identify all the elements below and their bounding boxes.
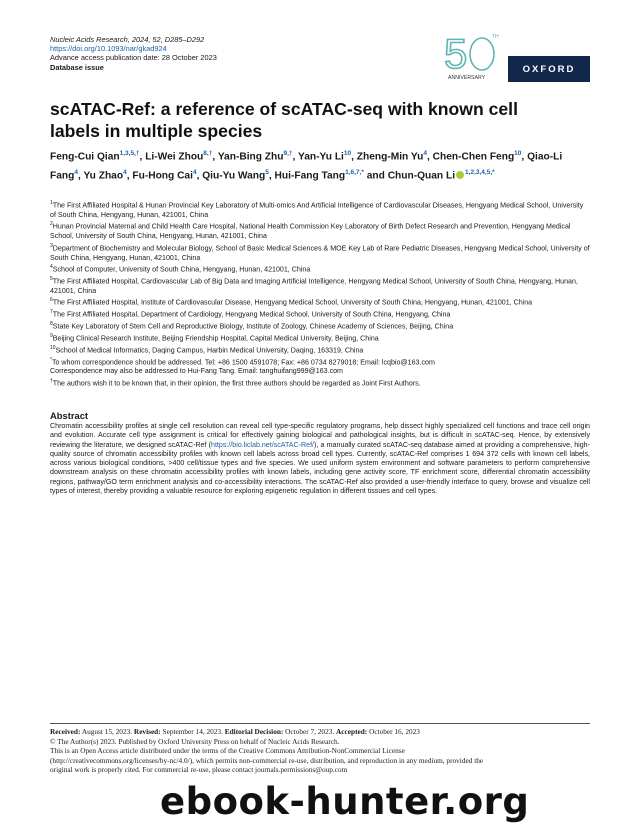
publication-footer	[50, 727, 590, 775]
author-affiliation-marks: 4	[74, 169, 78, 177]
affiliation-text: The First Affiliated Hospital, Department of Cardiology, Hengyang Medical School, University of South China, Hengyang, China	[52, 310, 451, 319]
author-name[interactable]: Chen-Chen Feng	[432, 151, 515, 163]
affiliation-item	[50, 308, 590, 320]
affiliation-list	[50, 199, 590, 356]
affiliation-item	[50, 332, 590, 344]
anniversary-50-logo	[442, 30, 504, 82]
logo-digit-five: 5	[444, 30, 468, 77]
received-label: Received:	[50, 727, 81, 736]
affiliation-text: State Key Laboratory of Stem Cell and Reproductive Biology, Institute of Zoology, Chinese Academy of Sciences, Beijing, China	[52, 322, 454, 331]
received-date: August 15, 2023.	[81, 727, 133, 736]
affiliation-number: 6	[50, 297, 53, 304]
affiliation-text: Department of Biochemistry and Molecular Biology, School of Basic Medical Sciences & MOE Key Lab of Rare Pediatric Diseases, Hengyang Medical School, University of South China, Hengyang, Hunan, 421001, China	[50, 244, 590, 262]
affiliation-number: 9	[50, 332, 53, 339]
affiliation-item	[50, 199, 590, 220]
affiliation-item	[50, 275, 590, 296]
affiliation-item	[50, 344, 590, 356]
revised-label: Revised:	[133, 727, 161, 736]
affiliation-text: The First Affiliated Hospital, Cardiovascular Lab of Big Data and Imaging Artificial Intelligence, Hengyang Medical School, University of South China, Hengyang, Hunan, 421001, China	[50, 277, 578, 295]
abstract-text-2: ), a manually curated scATAC-seq database aimed at providing a comprehensive, high-quality source of chromatin accessibility profiles with known cell labels across broad cell types. Currently, scATAC-Ref comprises 1 694 372 cells with known cell labels, across various biological conditions, >400 cell/tissue types and five species. We used uniform system environment and software parameters to perform comprehensive downstream analysis on these chromatin accessibility profiles with known labels, including gene activity score, TF enrichment score, differential chromatin accessibility regions, pathway/GO term enrichment analysis and co-accessibility interactions. The scATAC-Ref also provided a user-friendly interface to query, browse and visualize cell types of interest, thereby providing a valuable resource for exploring epigenetic regulation in different tissues and cell types.	[50, 440, 590, 496]
author-name[interactable]: Zheng-Min Yu	[356, 151, 424, 163]
oxford-logo: OXFORD	[508, 56, 590, 82]
affiliation-number: 3	[50, 242, 53, 249]
also-addressed-note: Correspondence may also be addressed to Hui-Fang Tang. Email: tanghuifang999@163.com	[50, 367, 343, 376]
affiliation-item	[50, 220, 590, 241]
license-line-3: original work is properly cited. For commercial re-use, please contact journals.permissions@oup.com	[50, 765, 348, 774]
author-affiliation-marks: 4	[192, 169, 197, 177]
author-affiliation-marks: 9,†	[283, 150, 293, 157]
affiliation-item	[50, 242, 590, 263]
affiliation-number: 10	[50, 344, 56, 351]
author-affiliation-marks: 10	[514, 150, 522, 157]
license-line-1: This is an Open Access article distributed under the terms of the Creative Commons Attribution-NonCommercial License	[50, 746, 405, 755]
paper-title: scATAC-Ref: a reference of scATAC-seq with known cell labels in multiple species	[50, 99, 518, 141]
author-conjunction: and	[366, 170, 385, 182]
affiliation-number: 7	[50, 309, 53, 316]
author-name[interactable]: Feng-Cui Qian	[50, 151, 120, 163]
revised-date: September 14, 2023.	[162, 727, 223, 736]
author-name[interactable]: Qiao-Li Fang	[50, 151, 563, 182]
dates-line	[50, 727, 590, 737]
journal-header	[50, 35, 217, 72]
affiliation-text: School of Computer, University of South China, Hengyang, Hunan, 421001, China	[52, 265, 311, 274]
correspondence-mark: *	[50, 356, 52, 363]
accepted-label: Accepted:	[336, 727, 368, 736]
author-name[interactable]: Yan-Bing Zhu	[217, 151, 284, 163]
author-affiliation-marks: 4	[423, 150, 427, 157]
journal-line: Nucleic Acids Research, 2024, 52, D285–D292	[50, 35, 205, 44]
license-line-2: (http://creativecommons.org/licenses/by-nc/4.0/), which permits non-commercial re-use, distribution, and reproduction in any medium, provided the	[50, 755, 484, 765]
author-name[interactable]: Hui-Fang Tang	[274, 170, 346, 182]
author-affiliation-marks: 1,2,3,4,5,*	[465, 169, 495, 177]
affiliation-number: 2	[50, 221, 53, 228]
author-list: Feng-Cui Qian$^{1,3,5,\dagger}$, Li-Wei Zhou$^{8,\dagger}$, Yan-Bing Zhu$^{9,\dagger}$, Yan-Yu Li$^{10}$, Zheng-Min Yu$^4$, Chen-Chen Feng$^{10}$, Qiao-Li Fang$^4$, Yu Zhao$^4$, Fu-Hong Cai$^4$, Qiu-Yu Wang$^5$, Hui-Fang Tang$^{1,6,7,*}$ and Chun-Quan Li $^{1,2,3,4,5,*}$	[50, 150, 563, 182]
decision-date: October 7, 2023.	[285, 727, 335, 736]
logo-digit-zero	[470, 38, 494, 70]
affiliation-text: Hunan Provincial Maternal and Child Health Care Hospital, National Health Commission Key Laboratory of Birth Defect Research and Prevention, Hengyang Medical School, University of South China, Hengyang, Hunan, 421001, China	[50, 222, 571, 241]
affiliation-text: Beijing Clinical Research Institute, Beijing Friendship Hospital, Capital Medical University, Beijing, China	[52, 334, 379, 343]
equal-mark: †	[50, 377, 53, 384]
accepted-date: October 16, 2023	[369, 727, 420, 736]
affiliation-text: School of Medical Informatics, Daqing Campus, Harbin Medical University, Daqing, 163319, China	[55, 346, 364, 355]
author-name[interactable]: Chun-Quan Li	[387, 170, 456, 182]
author-affiliation-marks: 1,6,7,*	[345, 169, 364, 177]
author-affiliation-marks: 10	[343, 150, 352, 157]
affiliation-number: 4	[50, 264, 53, 271]
watermark-text: ebook-hunter.org	[160, 780, 530, 823]
affiliation-text: The First Affiliated Hospital & Hunan Provincial Key Laboratory of Multi-omics And Artificial Intelligence of Cardiovascular Diseases, Hengyang Medical School, University of South China, Hengyang, Hunan, 421001, China	[50, 201, 584, 219]
doi-link[interactable]: https://doi.org/10.1093/nar/gkad924	[50, 44, 167, 54]
affiliation-number: 8	[50, 321, 53, 328]
affiliation-number: 1	[50, 200, 53, 206]
author-affiliation-marks: 8,†	[203, 150, 213, 157]
affiliation-number: 5	[50, 275, 53, 282]
affiliation-item	[50, 320, 590, 332]
author-affiliation-marks: 1,3,5,†	[119, 150, 140, 157]
advance-access-date: Advance access publication date: 28 October 2023	[50, 53, 217, 63]
orcid-icon[interactable]	[456, 171, 464, 179]
correspondence-text: To whom correspondence should be addressed. Tel: +86 1500 4591078; Fax: +86 0734 8279018; Email: lcqbio@163.com	[51, 357, 435, 366]
abstract-body	[50, 422, 590, 496]
author-affiliation-marks: 5	[265, 169, 269, 177]
affiliation-text: The First Affiliated Hospital, Institute of Cardiovascular Disease, Hengyang Medical School, University of South China, Hengyang, Hunan, 421001, China	[52, 298, 533, 307]
author-affiliation-marks: 4	[123, 169, 127, 177]
issue-label: Database issue	[50, 62, 104, 72]
equal-contribution-note	[50, 377, 590, 389]
logo-th: TH	[492, 34, 499, 40]
abstract-heading: Abstract	[50, 410, 89, 421]
author-name[interactable]: Li-Wei Zhou	[145, 151, 204, 163]
decision-label: Editorial Decision:	[224, 727, 284, 736]
equal-contribution-text: The authors wish it to be known that, in their opinion, the first three authors should be regarded as Joint First Authors.	[52, 379, 421, 388]
affiliation-item	[50, 263, 590, 275]
database-url-link[interactable]: https://bio.liclab.net/scATAC-Ref/	[211, 440, 315, 449]
abstract-text-1: Chromatin accessibility profiles at single cell resolution can reveal cell type-specific regulatory programs, help dissect highly specialized cell functions and trace cell origin and evolution. Accurate cell type assignment is critical for effectively gaining biological and pathological insights, but is difficult in scATAC-seq. Hence, by extensively reviewing the literature, we designed scATAC-Ref (	[50, 422, 590, 449]
author-name[interactable]: Yu Zhao	[83, 170, 124, 182]
footer-divider	[50, 723, 590, 724]
author-name[interactable]: Yan-Yu Li	[298, 151, 344, 163]
affiliation-item	[50, 296, 590, 308]
copyright-line: © The Author(s) 2023. Published by Oxford University Press on behalf of Nucleic Acids Research.	[50, 736, 340, 746]
correspondence-note	[50, 356, 590, 368]
logo-anniversary: ANNIVERSARY	[448, 75, 486, 81]
author-name[interactable]: Fu-Hong Cai	[132, 170, 193, 182]
affiliations	[50, 199, 590, 389]
author-name[interactable]: Qiu-Yu Wang	[202, 170, 266, 182]
